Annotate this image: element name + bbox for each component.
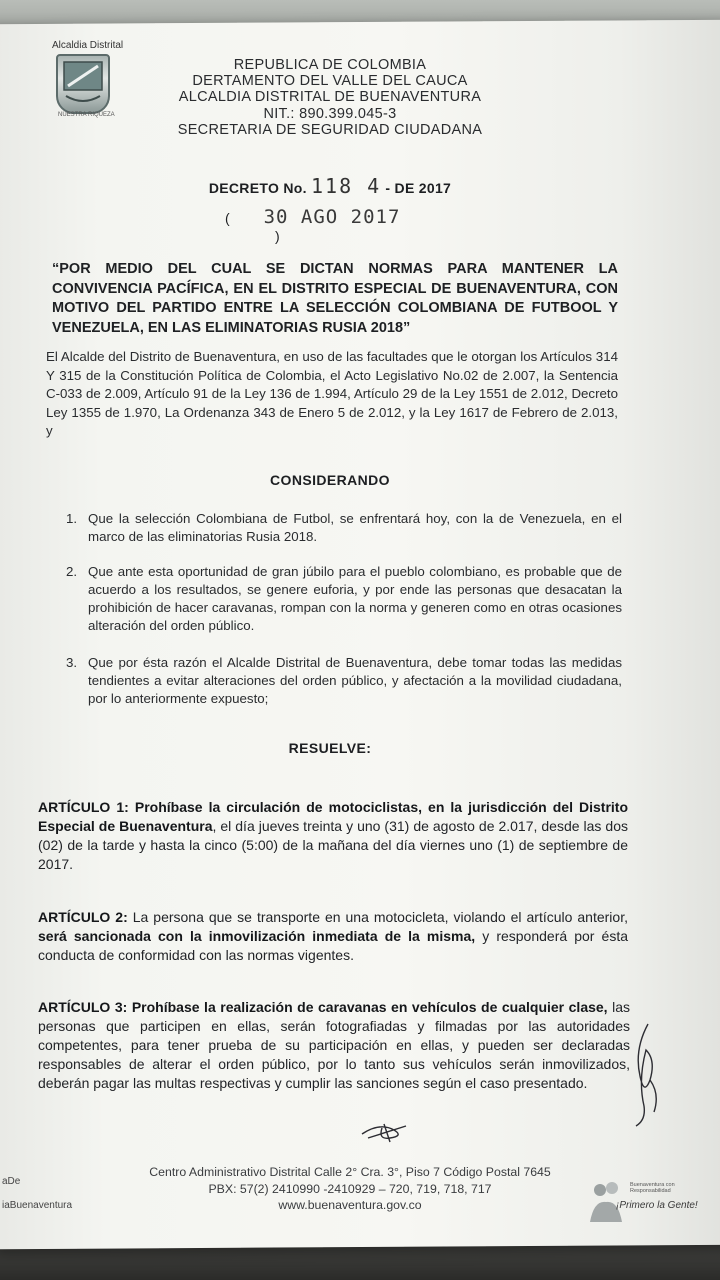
date-open-paren: ( bbox=[225, 210, 230, 226]
article-bold-text: Prohíbase la realización de caravanas en vehículos de cualquier clase, bbox=[131, 999, 608, 1015]
considerando-item bbox=[66, 654, 622, 708]
article-bold-text: será sancionada con la inmovilización inmediata de la misma, bbox=[38, 928, 476, 944]
item-number: 2. bbox=[66, 564, 78, 579]
initials-mark bbox=[360, 1118, 412, 1144]
considerando-item bbox=[66, 510, 622, 546]
left-edge-text: aDe bbox=[2, 1176, 21, 1187]
article-1 bbox=[38, 798, 628, 874]
item-number: 3. bbox=[66, 655, 78, 670]
left-edge-text: iaBuenaventura bbox=[2, 1200, 73, 1211]
resuelve-heading: RESUELVE: bbox=[288, 740, 372, 756]
article-text: y responderá por ésta conducta de conformidad con las normas vigentes. bbox=[38, 928, 629, 963]
logo-sublabel: NUESTRA RIQUEZA bbox=[58, 112, 115, 118]
article-text: las personas que participen en ellas, serán fotografiadas y filmadas por las autoridades competentes, para tener prueba de su participación en ellas, y pueden ser declaradas responsables de alterar el orden público, por lo tanto sus vehículos serán inmovilizados, deberán pagar las multas respectivas y cumplir las sanciones según el caso presentado. bbox=[38, 999, 631, 1091]
decree-year: - DE 2017 bbox=[385, 180, 452, 196]
decree-date-line bbox=[225, 206, 445, 244]
article-2 bbox=[38, 908, 628, 965]
decree-number: 118 4 bbox=[310, 174, 382, 198]
footer-website: www.buenaventura.gov.co bbox=[278, 1198, 422, 1212]
footer-address: Centro Administrativo Distrital Calle 2° Cra. 3°, Piso 7 Código Postal 7645 bbox=[149, 1165, 551, 1179]
header-secretaria: SECRETARIA DE SEGURIDAD CIUDADANA bbox=[177, 122, 483, 138]
header-mayor-office: ALCALDIA DISTRITAL DE BUENAVENTURA bbox=[178, 89, 482, 105]
date-stamp: 30 AGO 2017 bbox=[263, 206, 401, 228]
decree-number-line bbox=[180, 174, 480, 198]
intro-paragraph: El Alcalde del Distrito de Buenaventura, en uso de las facultades que le otorgan los Artículos 314 Y 315 de la Constitución Política de Colombia, el Acto Legislativo No.02 de 2.007, la Sentencia C-033 de 2.009, Artículo 91 de la Ley 136 de 1.994, Artículo 29 de la Ley 1551 de 2.012, Decreto Ley 1355 de 1.970, La Ordenanza 343 de Enero 5 de 2.012, y la Ley 1617 de Febrero de 2.013, y bbox=[46, 349, 618, 438]
decree-title: “POR MEDIO DEL CUAL SE DICTAN NORMAS PARA MANTENER LA CONVIVENCIA PACÍFICA, EN EL DISTRITO ESPECIAL DE BUENAVENTURA, CON MOTIVO DEL PARTIDO ENTRE LA SELECCIÓN COLOMBIANA DE FUTBOOL Y VENEZUELA, EN LAS ELIMINATORIAS RUSIA 2018” bbox=[52, 261, 618, 336]
header-nit: NIT.: 890.399.045-3 bbox=[263, 106, 397, 122]
header-country: REPUBLICA DE COLOMBIA bbox=[233, 57, 427, 73]
brand-label: Buenaventura con Responsabilidad bbox=[630, 1182, 675, 1194]
item-number: 1. bbox=[66, 511, 78, 526]
article-3 bbox=[38, 998, 630, 1093]
decree-prefix: DECRETO No. bbox=[208, 180, 307, 196]
article-label: ARTÍCULO 1: bbox=[38, 799, 129, 815]
considerando-heading: CONSIDERANDO bbox=[270, 472, 390, 488]
brand-logo bbox=[586, 1178, 698, 1224]
footer-phone: PBX: 57(2) 2410990 -2410929 – 720, 719, 718, 717 bbox=[208, 1182, 492, 1196]
date-close-paren: ) bbox=[275, 228, 280, 244]
item-text: Que ante esta oportunidad de gran júbilo para el pueblo colombiano, es probable que de acuerdo a los resultados, se genere euforia, y por ende las personas que desacatan la prohibición de hacer caravanas, rompan con la norma y generen como en otras ocasiones alteración del orden público. bbox=[88, 564, 622, 633]
header-department: DERTAMENTO DEL VALLE DEL CAUCA bbox=[192, 73, 468, 89]
article-text: La persona que se transporte en una motocicleta, violando el artículo anterior, bbox=[132, 909, 628, 925]
article-label: ARTÍCULO 2: bbox=[38, 909, 128, 925]
article-label: ARTÍCULO 3: bbox=[38, 999, 128, 1015]
item-text: Que la selección Colombiana de Futbol, se enfrentará hoy, con la de Venezuela, en el marco de las eliminatorias Rusia 2018. bbox=[88, 511, 622, 544]
handwritten-signature bbox=[620, 1020, 670, 1130]
considerando-item bbox=[66, 563, 622, 635]
municipal-shield-logo bbox=[56, 54, 110, 114]
item-text: Que por ésta razón el Alcalde Distrital de Buenaventura, debe tomar todas las medidas tendientes a evitar alteraciones del orden público, y afectación a la movilidad ciudadana, por lo anteriormente expuesto; bbox=[88, 655, 622, 706]
article-bold-text: Prohíbase la circulación de motociclistas, en la jurisdicción del Distrito Especial de Buenaventura bbox=[38, 799, 628, 834]
logo-label: Alcaldia Distrital bbox=[52, 40, 124, 51]
brand-motto: ¡Primero la Gente! bbox=[616, 1200, 698, 1211]
article-text: , el día jueves treinta y uno (31) de agosto de 2.017, desde las dos (02) de la tarde y hasta la cinco (5:00) de la mañana del día viernes uno (1) de septiembre de 2017. bbox=[38, 818, 628, 872]
